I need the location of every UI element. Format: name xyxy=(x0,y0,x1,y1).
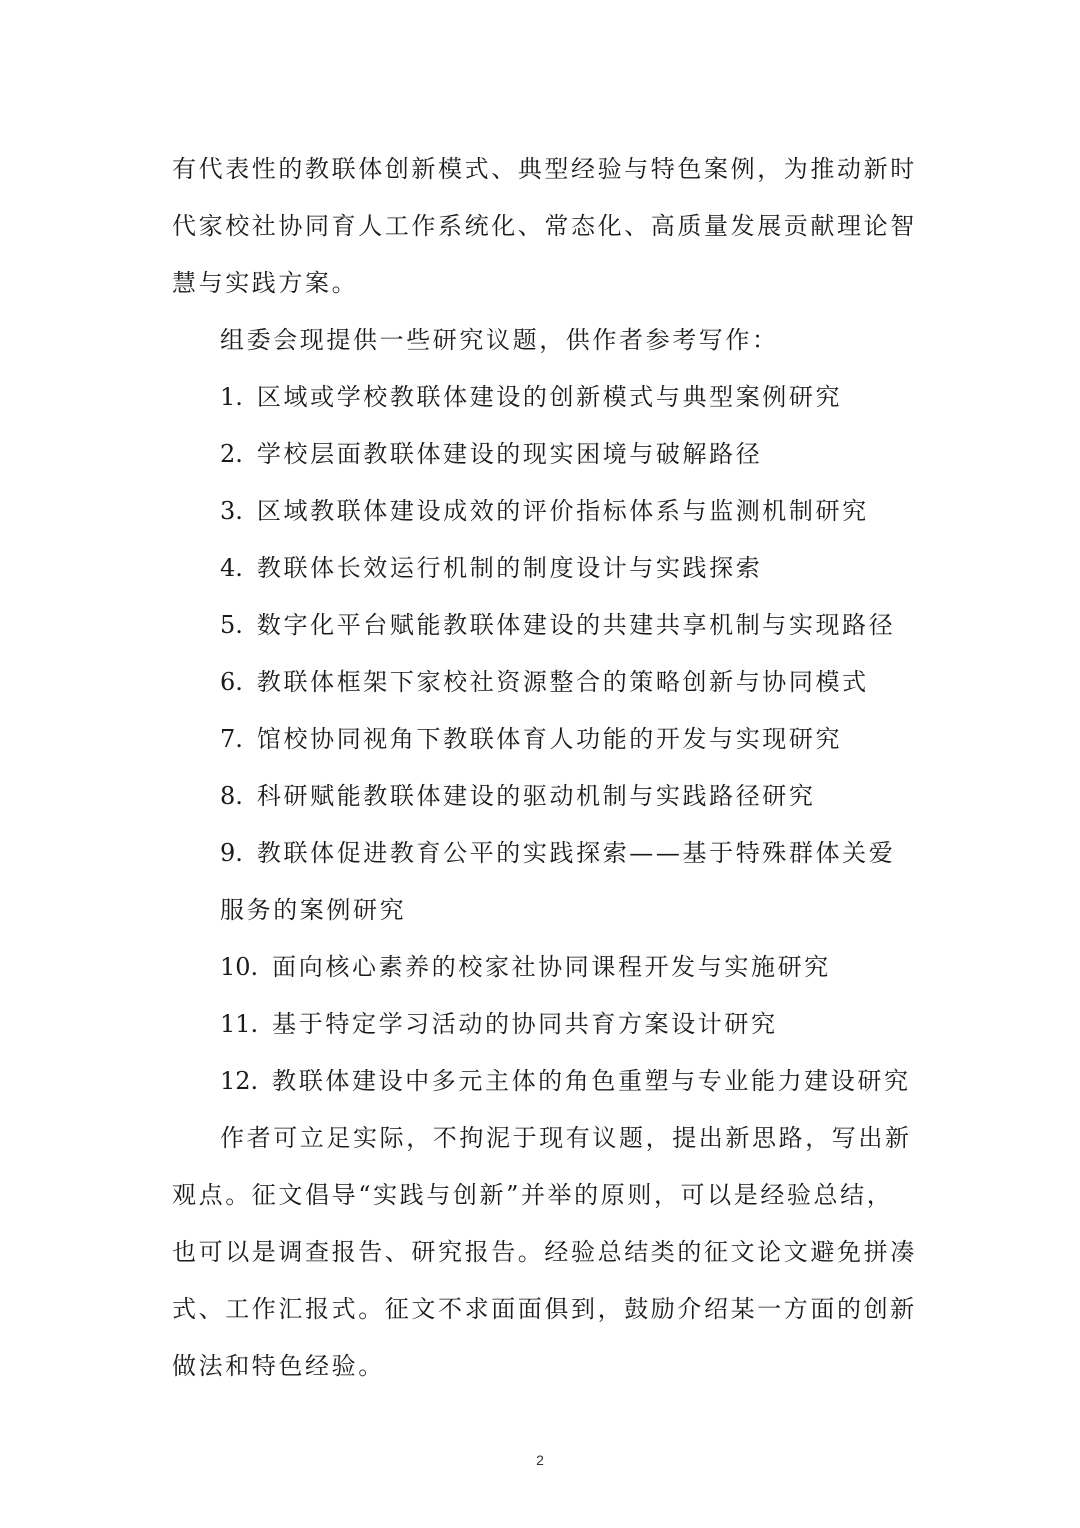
topic-text: 面向核心素养的校家社协同课程开发与实施研究 xyxy=(272,953,831,981)
topic-text: 教联体建设中多元主体的角色重塑与专业能力建设研究 xyxy=(272,1067,911,1095)
topic-text: 学校层面教联体建设的现实困境与破解路径 xyxy=(256,440,763,468)
topic-number: 4. xyxy=(220,554,243,582)
topic-text: 服务的案例研究 xyxy=(220,896,407,924)
topic-item-9-continued xyxy=(220,895,940,925)
topic-text: 教联体长效运行机制的制度设计与实践探索 xyxy=(256,554,763,582)
intro-line-3: 慧与实践方案。 xyxy=(172,269,359,297)
topic-item-4 xyxy=(220,553,940,583)
topic-item-2 xyxy=(220,439,940,469)
topic-number: 5. xyxy=(220,611,243,639)
topic-number: 12. xyxy=(220,1067,259,1095)
topic-number: 1. xyxy=(220,383,243,411)
page-number: 2 xyxy=(536,1452,544,1468)
topic-number: 3. xyxy=(220,497,243,525)
topic-text: 区域或学校教联体建设的创新模式与典型案例研究 xyxy=(256,383,843,411)
topic-number: 10. xyxy=(220,953,259,981)
topic-item-9 xyxy=(220,838,940,868)
topic-item-7 xyxy=(220,724,940,754)
topic-text: 馆校协同视角下教联体育人功能的开发与实现研究 xyxy=(256,725,843,753)
topic-number: 6. xyxy=(220,668,243,696)
closing-line-2: 观点。征文倡导“实践与创新”并举的原则，可以是经验总结， xyxy=(172,1181,894,1209)
topic-item-11 xyxy=(220,1009,940,1039)
topic-text: 教联体促进教育公平的实践探索——基于特殊群体关爱 xyxy=(256,839,896,867)
topic-number: 7. xyxy=(220,725,243,753)
topic-item-8 xyxy=(220,781,940,811)
topic-item-1 xyxy=(220,382,940,412)
topic-text: 科研赋能教联体建设的驱动机制与实践路径研究 xyxy=(256,782,816,810)
topic-text: 基于特定学习活动的协同共育方案设计研究 xyxy=(272,1010,778,1038)
topic-text: 数字化平台赋能教联体建设的共建共享机制与实现路径 xyxy=(256,611,896,639)
topic-number: 2. xyxy=(220,440,243,468)
topics-intro: 组委会现提供一些研究议题，供作者参考写作： xyxy=(220,326,779,354)
intro-line-2: 代家校社协同育人工作系统化、常态化、高质量发展贡献理论智 xyxy=(172,212,917,240)
closing-line-3: 也可以是调查报告、研究报告。经验总结类的征文论文避免拼凑 xyxy=(172,1238,917,1266)
topic-number: 11. xyxy=(220,1010,259,1038)
topic-text: 教联体框架下家校社资源整合的策略创新与协同模式 xyxy=(256,668,869,696)
topic-number: 9. xyxy=(220,839,243,867)
closing-line-4: 式、工作汇报式。征文不求面面俱到，鼓励介绍某一方面的创新 xyxy=(172,1295,917,1323)
topic-text: 区域教联体建设成效的评价指标体系与监测机制研究 xyxy=(256,497,869,525)
topic-item-12 xyxy=(220,1066,940,1096)
topic-item-10 xyxy=(220,952,940,982)
topic-item-3 xyxy=(220,496,940,526)
closing-line-5: 做法和特色经验。 xyxy=(172,1352,385,1380)
topic-number: 8. xyxy=(220,782,243,810)
topic-item-5 xyxy=(220,610,940,640)
topic-item-6 xyxy=(220,667,940,697)
intro-line-1: 有代表性的教联体创新模式、典型经验与特色案例，为推动新时 xyxy=(172,155,917,183)
closing-line-1: 作者可立足实际，不拘泥于现有议题，提出新思路，写出新 xyxy=(220,1124,912,1152)
